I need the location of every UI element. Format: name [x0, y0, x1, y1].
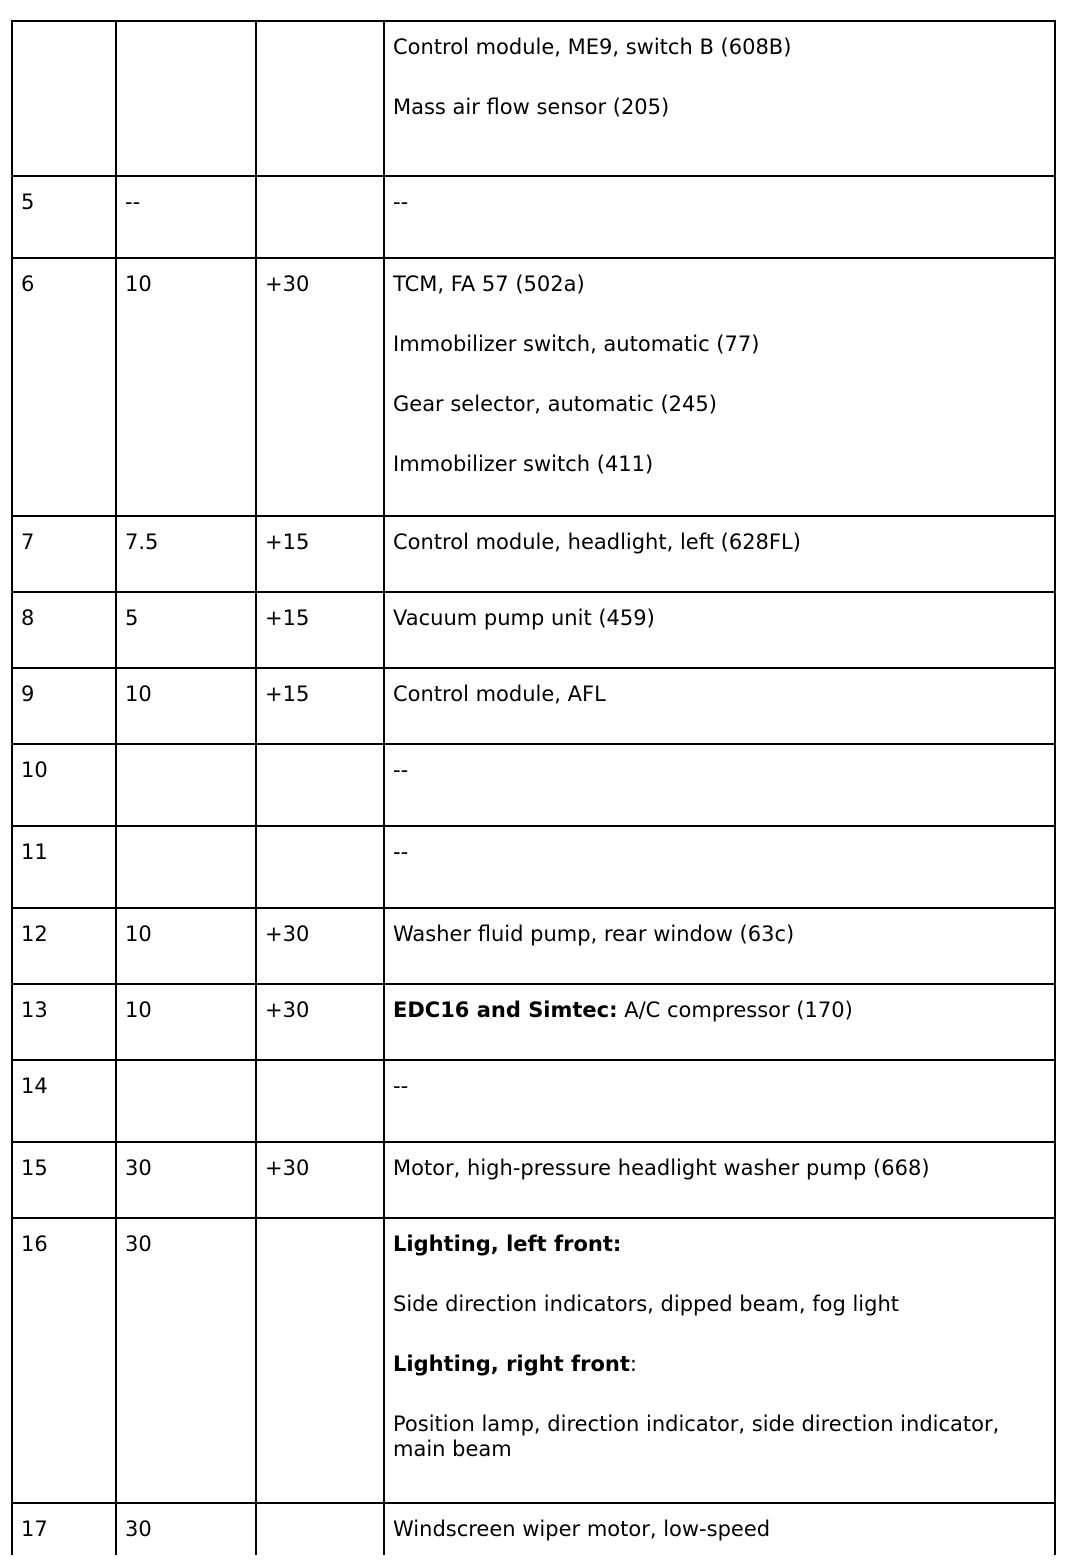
- amperage-cell: [116, 1218, 256, 1503]
- component-line: [393, 392, 1046, 417]
- circuit-cell-text: +15: [265, 682, 310, 706]
- table-row: [12, 21, 1055, 176]
- component-text: Immobilizer switch (411): [393, 452, 654, 476]
- amperage-cell-text: --: [125, 190, 141, 214]
- component-cell: [384, 176, 1055, 258]
- fuse-number-cell: [12, 516, 116, 592]
- fuse-number-cell: [12, 668, 116, 744]
- component-cell: [384, 516, 1055, 592]
- component-text: Vacuum pump unit (459): [393, 606, 655, 630]
- fuse-number-cell: [12, 908, 116, 984]
- component-cell: [384, 21, 1055, 176]
- fuse-table: [11, 20, 1056, 1555]
- component-text: A/C compressor (170): [617, 998, 853, 1022]
- table-row: [12, 1218, 1055, 1503]
- component-line: [393, 1074, 1046, 1099]
- table-row: [12, 1060, 1055, 1142]
- fuse-number-cell-text: 16: [21, 1232, 48, 1256]
- component-cell: [384, 744, 1055, 826]
- table-row: [12, 984, 1055, 1060]
- circuit-cell: [256, 592, 384, 668]
- component-text: Control module, AFL: [393, 682, 606, 706]
- amperage-cell: [116, 258, 256, 516]
- circuit-cell: [256, 1218, 384, 1503]
- circuit-cell-text: +30: [265, 1156, 310, 1180]
- fuse-number-cell-text: 12: [21, 922, 48, 946]
- component-line: [393, 1292, 1046, 1317]
- fuse-number-cell-text: 17: [21, 1517, 48, 1541]
- fuse-number-cell-text: [13, 22, 115, 35]
- table-row: [12, 668, 1055, 744]
- table-row: [12, 516, 1055, 592]
- component-line: [393, 1352, 1046, 1377]
- circuit-cell: [256, 744, 384, 826]
- circuit-cell-text: [257, 22, 383, 35]
- amperage-cell: [116, 176, 256, 258]
- component-text: Mass air flow sensor (205): [393, 95, 670, 119]
- circuit-cell-text: +30: [265, 922, 310, 946]
- fuse-number-cell: [12, 1218, 116, 1503]
- fuse-number-cell: [12, 1503, 116, 1555]
- component-line: [393, 95, 1046, 120]
- amperage-cell: [116, 592, 256, 668]
- component-line: [393, 530, 1046, 555]
- fuse-number-cell-text: 15: [21, 1156, 48, 1180]
- amperage-cell-text: 5: [125, 606, 139, 630]
- amperage-cell: [116, 744, 256, 826]
- component-line: [393, 1412, 1046, 1462]
- component-line: [393, 1517, 1046, 1542]
- table-row: [12, 1142, 1055, 1218]
- circuit-cell-text: [257, 1061, 383, 1074]
- fuse-number-cell-text: 5: [21, 190, 35, 214]
- component-text: Control module, ME9, switch B (608B): [393, 35, 792, 59]
- amperage-cell-text: 30: [125, 1517, 152, 1541]
- component-heading: Lighting, right front: [393, 1352, 630, 1376]
- amperage-cell: [116, 826, 256, 908]
- fuse-number-cell-text: 14: [21, 1074, 48, 1098]
- circuit-cell-text: [257, 745, 383, 758]
- fuse-number-cell-text: 8: [21, 606, 35, 630]
- fuse-number-cell: [12, 258, 116, 516]
- component-text: TCM, FA 57 (502a): [393, 272, 585, 296]
- table-row: [12, 744, 1055, 826]
- fuse-number-cell: [12, 592, 116, 668]
- component-heading: Lighting, left front:: [393, 1232, 622, 1256]
- component-text: Motor, high-pressure headlight washer pump (668): [393, 1156, 930, 1180]
- circuit-cell-text: [257, 827, 383, 840]
- component-line: [393, 1232, 1046, 1257]
- fuse-number-cell-text: 6: [21, 272, 35, 296]
- fuse-number-cell-text: 10: [21, 758, 48, 782]
- amperage-cell-text: 10: [125, 998, 152, 1022]
- component-cell: [384, 668, 1055, 744]
- circuit-cell: [256, 826, 384, 908]
- component-line: [393, 758, 1046, 783]
- component-text: Position lamp, direction indicator, side direction indicator, main beam: [393, 1412, 1006, 1461]
- amperage-cell-text: 30: [125, 1232, 152, 1256]
- circuit-cell: [256, 668, 384, 744]
- component-line: [393, 1156, 1046, 1181]
- component-cell: [384, 908, 1055, 984]
- circuit-cell: [256, 1142, 384, 1218]
- component-line: [393, 682, 1046, 707]
- component-line: [393, 840, 1046, 865]
- amperage-cell: [116, 908, 256, 984]
- circuit-cell-text: [257, 1219, 383, 1232]
- component-cell: [384, 984, 1055, 1060]
- circuit-cell: [256, 258, 384, 516]
- circuit-cell-text: [257, 177, 383, 190]
- amperage-cell: [116, 984, 256, 1060]
- fuse-number-cell: [12, 21, 116, 176]
- component-text: :: [629, 1352, 637, 1376]
- amperage-cell-text: [117, 827, 255, 840]
- component-text: Washer fluid pump, rear window (63c): [393, 922, 795, 946]
- amperage-cell: [116, 1060, 256, 1142]
- table-row: [12, 908, 1055, 984]
- fuse-number-cell: [12, 744, 116, 826]
- component-line: [393, 998, 1046, 1023]
- amperage-cell-text: [117, 1061, 255, 1074]
- component-text: --: [393, 758, 409, 782]
- amperage-cell: [116, 668, 256, 744]
- fuse-number-cell: [12, 984, 116, 1060]
- fuse-number-cell-text: 9: [21, 682, 35, 706]
- component-line: [393, 190, 1046, 215]
- circuit-cell: [256, 1503, 384, 1555]
- amperage-cell-text: 10: [125, 682, 152, 706]
- amperage-cell: [116, 21, 256, 176]
- component-text: Immobilizer switch, automatic (77): [393, 332, 760, 356]
- fuse-number-cell: [12, 176, 116, 258]
- fuse-number-cell-text: 13: [21, 998, 48, 1022]
- circuit-cell-text: [257, 1504, 383, 1517]
- table-row: [12, 826, 1055, 908]
- circuit-cell-text: +15: [265, 606, 310, 630]
- component-cell: [384, 258, 1055, 516]
- component-text: --: [393, 840, 409, 864]
- circuit-cell-text: +15: [265, 530, 310, 554]
- amperage-cell: [116, 1503, 256, 1555]
- component-line: [393, 922, 1046, 947]
- fuse-table-body: [12, 21, 1055, 1555]
- amperage-cell-text: 10: [125, 272, 152, 296]
- component-heading: EDC16 and Simtec:: [393, 998, 618, 1022]
- component-cell: [384, 592, 1055, 668]
- component-line: [393, 606, 1046, 631]
- component-cell: [384, 1503, 1055, 1555]
- table-row: [12, 1503, 1055, 1555]
- table-row: [12, 592, 1055, 668]
- circuit-cell: [256, 908, 384, 984]
- component-text: Windscreen wiper motor, low-speed: [393, 1517, 771, 1541]
- component-cell: [384, 1142, 1055, 1218]
- component-line: [393, 452, 1046, 477]
- component-cell: [384, 1218, 1055, 1503]
- circuit-cell: [256, 176, 384, 258]
- circuit-cell: [256, 1060, 384, 1142]
- component-text: --: [393, 190, 409, 214]
- component-line: [393, 35, 1046, 60]
- amperage-cell: [116, 1142, 256, 1218]
- component-line: [393, 272, 1046, 297]
- fuse-number-cell: [12, 1142, 116, 1218]
- amperage-cell-text: 7.5: [125, 530, 159, 554]
- component-text: Gear selector, automatic (245): [393, 392, 717, 416]
- fuse-number-cell: [12, 826, 116, 908]
- amperage-cell-text: [117, 22, 255, 35]
- fuse-number-cell-text: 7: [21, 530, 35, 554]
- fuse-number-cell: [12, 1060, 116, 1142]
- component-text: Control module, headlight, left (628FL): [393, 530, 801, 554]
- component-cell: [384, 1060, 1055, 1142]
- circuit-cell: [256, 21, 384, 176]
- component-line: [393, 332, 1046, 357]
- component-text: --: [393, 1074, 409, 1098]
- table-row: [12, 176, 1055, 258]
- component-text: Side direction indicators, dipped beam, fog light: [393, 1292, 899, 1316]
- circuit-cell: [256, 984, 384, 1060]
- table-row: [12, 258, 1055, 516]
- amperage-cell: [116, 516, 256, 592]
- circuit-cell-text: +30: [265, 998, 310, 1022]
- amperage-cell-text: [117, 745, 255, 758]
- fuse-number-cell-text: 11: [21, 840, 48, 864]
- circuit-cell-text: +30: [265, 272, 310, 296]
- circuit-cell: [256, 516, 384, 592]
- amperage-cell-text: 30: [125, 1156, 152, 1180]
- amperage-cell-text: 10: [125, 922, 152, 946]
- component-cell: [384, 826, 1055, 908]
